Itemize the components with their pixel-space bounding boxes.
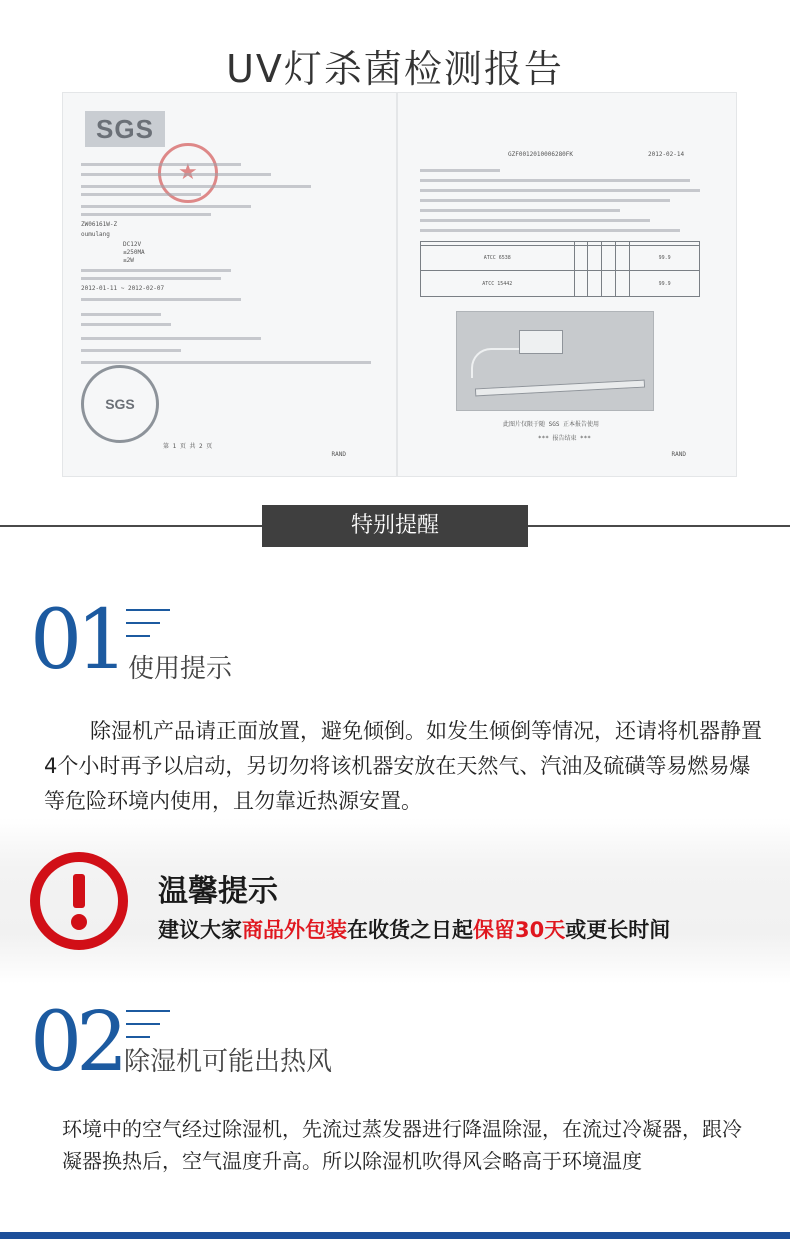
section-number: 01	[30, 593, 123, 688]
usage-tip-text: 除湿机产品请正面放置，避免倾倒。如发生倾倒等情况，还请将机器静置4个小时再予以启动，另切勿将该机器安放在天然气、汽油及硫磺等易燃易爆等危险环境内使用，且勿靠近热源安置。	[44, 719, 762, 813]
title-dash	[126, 635, 150, 637]
sample-photo	[456, 311, 654, 411]
section-number: 02	[30, 995, 123, 1090]
model-value: ZW06161W-Z	[81, 221, 118, 228]
strain-name: ATCC 15442	[421, 271, 575, 297]
title-dash	[126, 609, 170, 611]
uv-lamp-tube	[475, 380, 645, 397]
title-dash	[126, 1010, 170, 1012]
page-title: UV灯杀菌检测报告	[226, 47, 564, 91]
title-dash	[126, 622, 160, 624]
report-page-left	[62, 92, 397, 477]
sample-device	[519, 330, 563, 354]
title-dash	[126, 1036, 150, 1038]
brand-value: oumulang	[81, 231, 110, 238]
sgs-stamp-icon: SGS	[81, 365, 159, 443]
hot-air-explanation: 环境中的空气经过除湿机，先流过蒸发器进行降温除湿，在流过冷凝器，跟冷凝器换热后，空气温度升高。所以除湿机吹得风会略高于环境温度	[62, 1117, 742, 1173]
report-footer-left: RAND	[331, 451, 346, 458]
power-value: ≤2W	[123, 257, 134, 264]
strain-name: ATCC 6538	[421, 245, 575, 271]
reduction-rate: 99.9	[630, 245, 700, 271]
report-result-table	[420, 241, 700, 297]
report-page-right	[397, 92, 737, 477]
test-report-image	[52, 92, 742, 477]
divider-line-right	[528, 525, 790, 527]
report-end-label: *** 报告结束 ***	[538, 435, 591, 442]
divider-line-left	[0, 525, 262, 527]
exclamation-icon	[30, 852, 128, 950]
report-footer-right: RAND	[671, 451, 686, 458]
special-reminder-badge: 特别提醒	[262, 505, 528, 547]
section-title: 除湿机可能出热风	[124, 1047, 333, 1077]
bottom-bar	[0, 1232, 790, 1239]
title-dash	[126, 1023, 160, 1025]
current-value: ≤250MA	[123, 249, 145, 256]
voltage-value: DC12V	[123, 241, 142, 248]
photo-caption: 此图片仅限于随 SGS 正本报告使用	[503, 421, 600, 428]
sgs-logo: SGS	[85, 111, 165, 147]
report-date: 2012-02-14	[648, 151, 685, 158]
reduction-rate: 99.9	[630, 271, 700, 297]
report-number: GZF0012010006280FK	[508, 151, 574, 158]
test-period: 2012-01-11 ~ 2012-02-07	[81, 285, 165, 292]
page-number: 第 1 页 共 2 页	[163, 443, 213, 450]
section-title: 使用提示	[128, 654, 233, 684]
warm-tip-text: 建议大家商品外包装在收货之日起保留30天或更长时间	[158, 918, 671, 942]
warm-tip-title: 温馨提示	[158, 874, 278, 909]
